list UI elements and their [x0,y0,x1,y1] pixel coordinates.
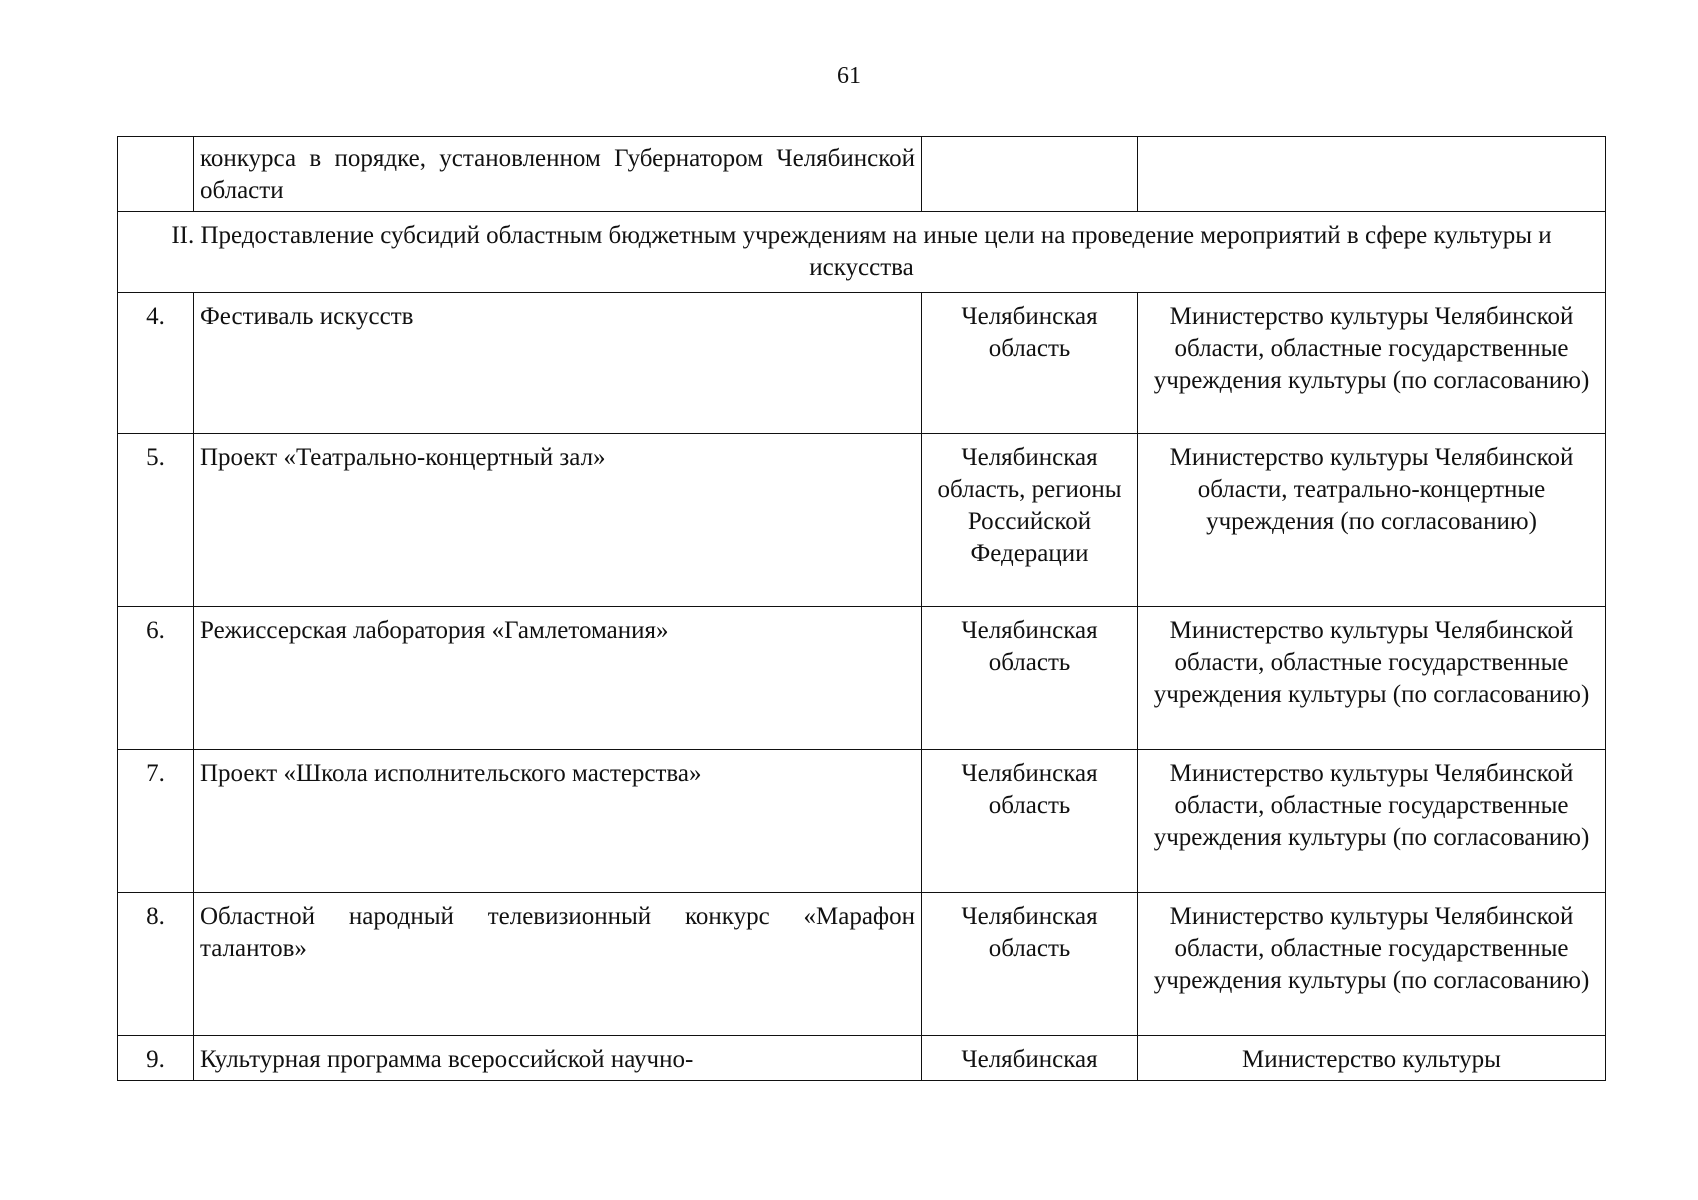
cell-place: Челябинская область [922,750,1138,893]
cell-place [922,137,1138,212]
cell-number: 4. [118,293,194,434]
section-title: II. Предоставление субсидий областным бюджетным учреждениям на иные цели на проведение мероприятий в сфере культуры и искусства [118,212,1606,293]
cell-place: Челябинская область [922,607,1138,750]
cell-organizer: Министерство культуры [1138,1036,1606,1081]
table-row-continuation [118,137,1606,212]
cell-event-name: конкурса в порядке, установленном Губернатором Челябинской области [194,137,922,212]
table-row [118,607,1606,750]
cell-place: Челябинская [922,1036,1138,1081]
events-table [117,136,1606,1081]
table-row [118,750,1606,893]
cell-event-name: Режиссерская лаборатория «Гамлетомания» [194,607,922,750]
cell-place: Челябинская область [922,893,1138,1036]
cell-organizer: Министерство культуры Челябинской области, областные государственные учреждения культуры (по согласованию) [1138,607,1606,750]
cell-place: Челябинская область, регионы Российской Федерации [922,434,1138,607]
cell-event-name: Фестиваль искусств [194,293,922,434]
cell-event-name: Культурная программа всероссийской научно- [194,1036,922,1081]
cell-organizer [1138,137,1606,212]
cell-event-name: Проект «Театрально-концертный зал» [194,434,922,607]
table-row [118,1036,1606,1081]
table-row [118,434,1606,607]
cell-number: 9. [118,1036,194,1081]
table-row [118,293,1606,434]
cell-event-name: Областной народный телевизионный конкурс «Марафон талантов» [194,893,922,1036]
cell-organizer: Министерство культуры Челябинской области, областные государственные учреждения культуры (по согласованию) [1138,293,1606,434]
cell-number [118,137,194,212]
cell-number: 6. [118,607,194,750]
cell-place: Челябинская область [922,293,1138,434]
cell-number: 8. [118,893,194,1036]
page-number: 61 [837,63,861,89]
cell-number: 5. [118,434,194,607]
table-row [118,893,1606,1036]
cell-organizer: Министерство культуры Челябинской области, областные государственные учреждения культуры (по согласованию) [1138,893,1606,1036]
cell-number: 7. [118,750,194,893]
cell-organizer: Министерство культуры Челябинской области, областные государственные учреждения культуры (по согласованию) [1138,750,1606,893]
cell-organizer: Министерство культуры Челябинской области, театрально-концертные учреждения (по согласованию) [1138,434,1606,607]
cell-event-name: Проект «Школа исполнительского мастерства» [194,750,922,893]
section-header-row [118,212,1606,293]
